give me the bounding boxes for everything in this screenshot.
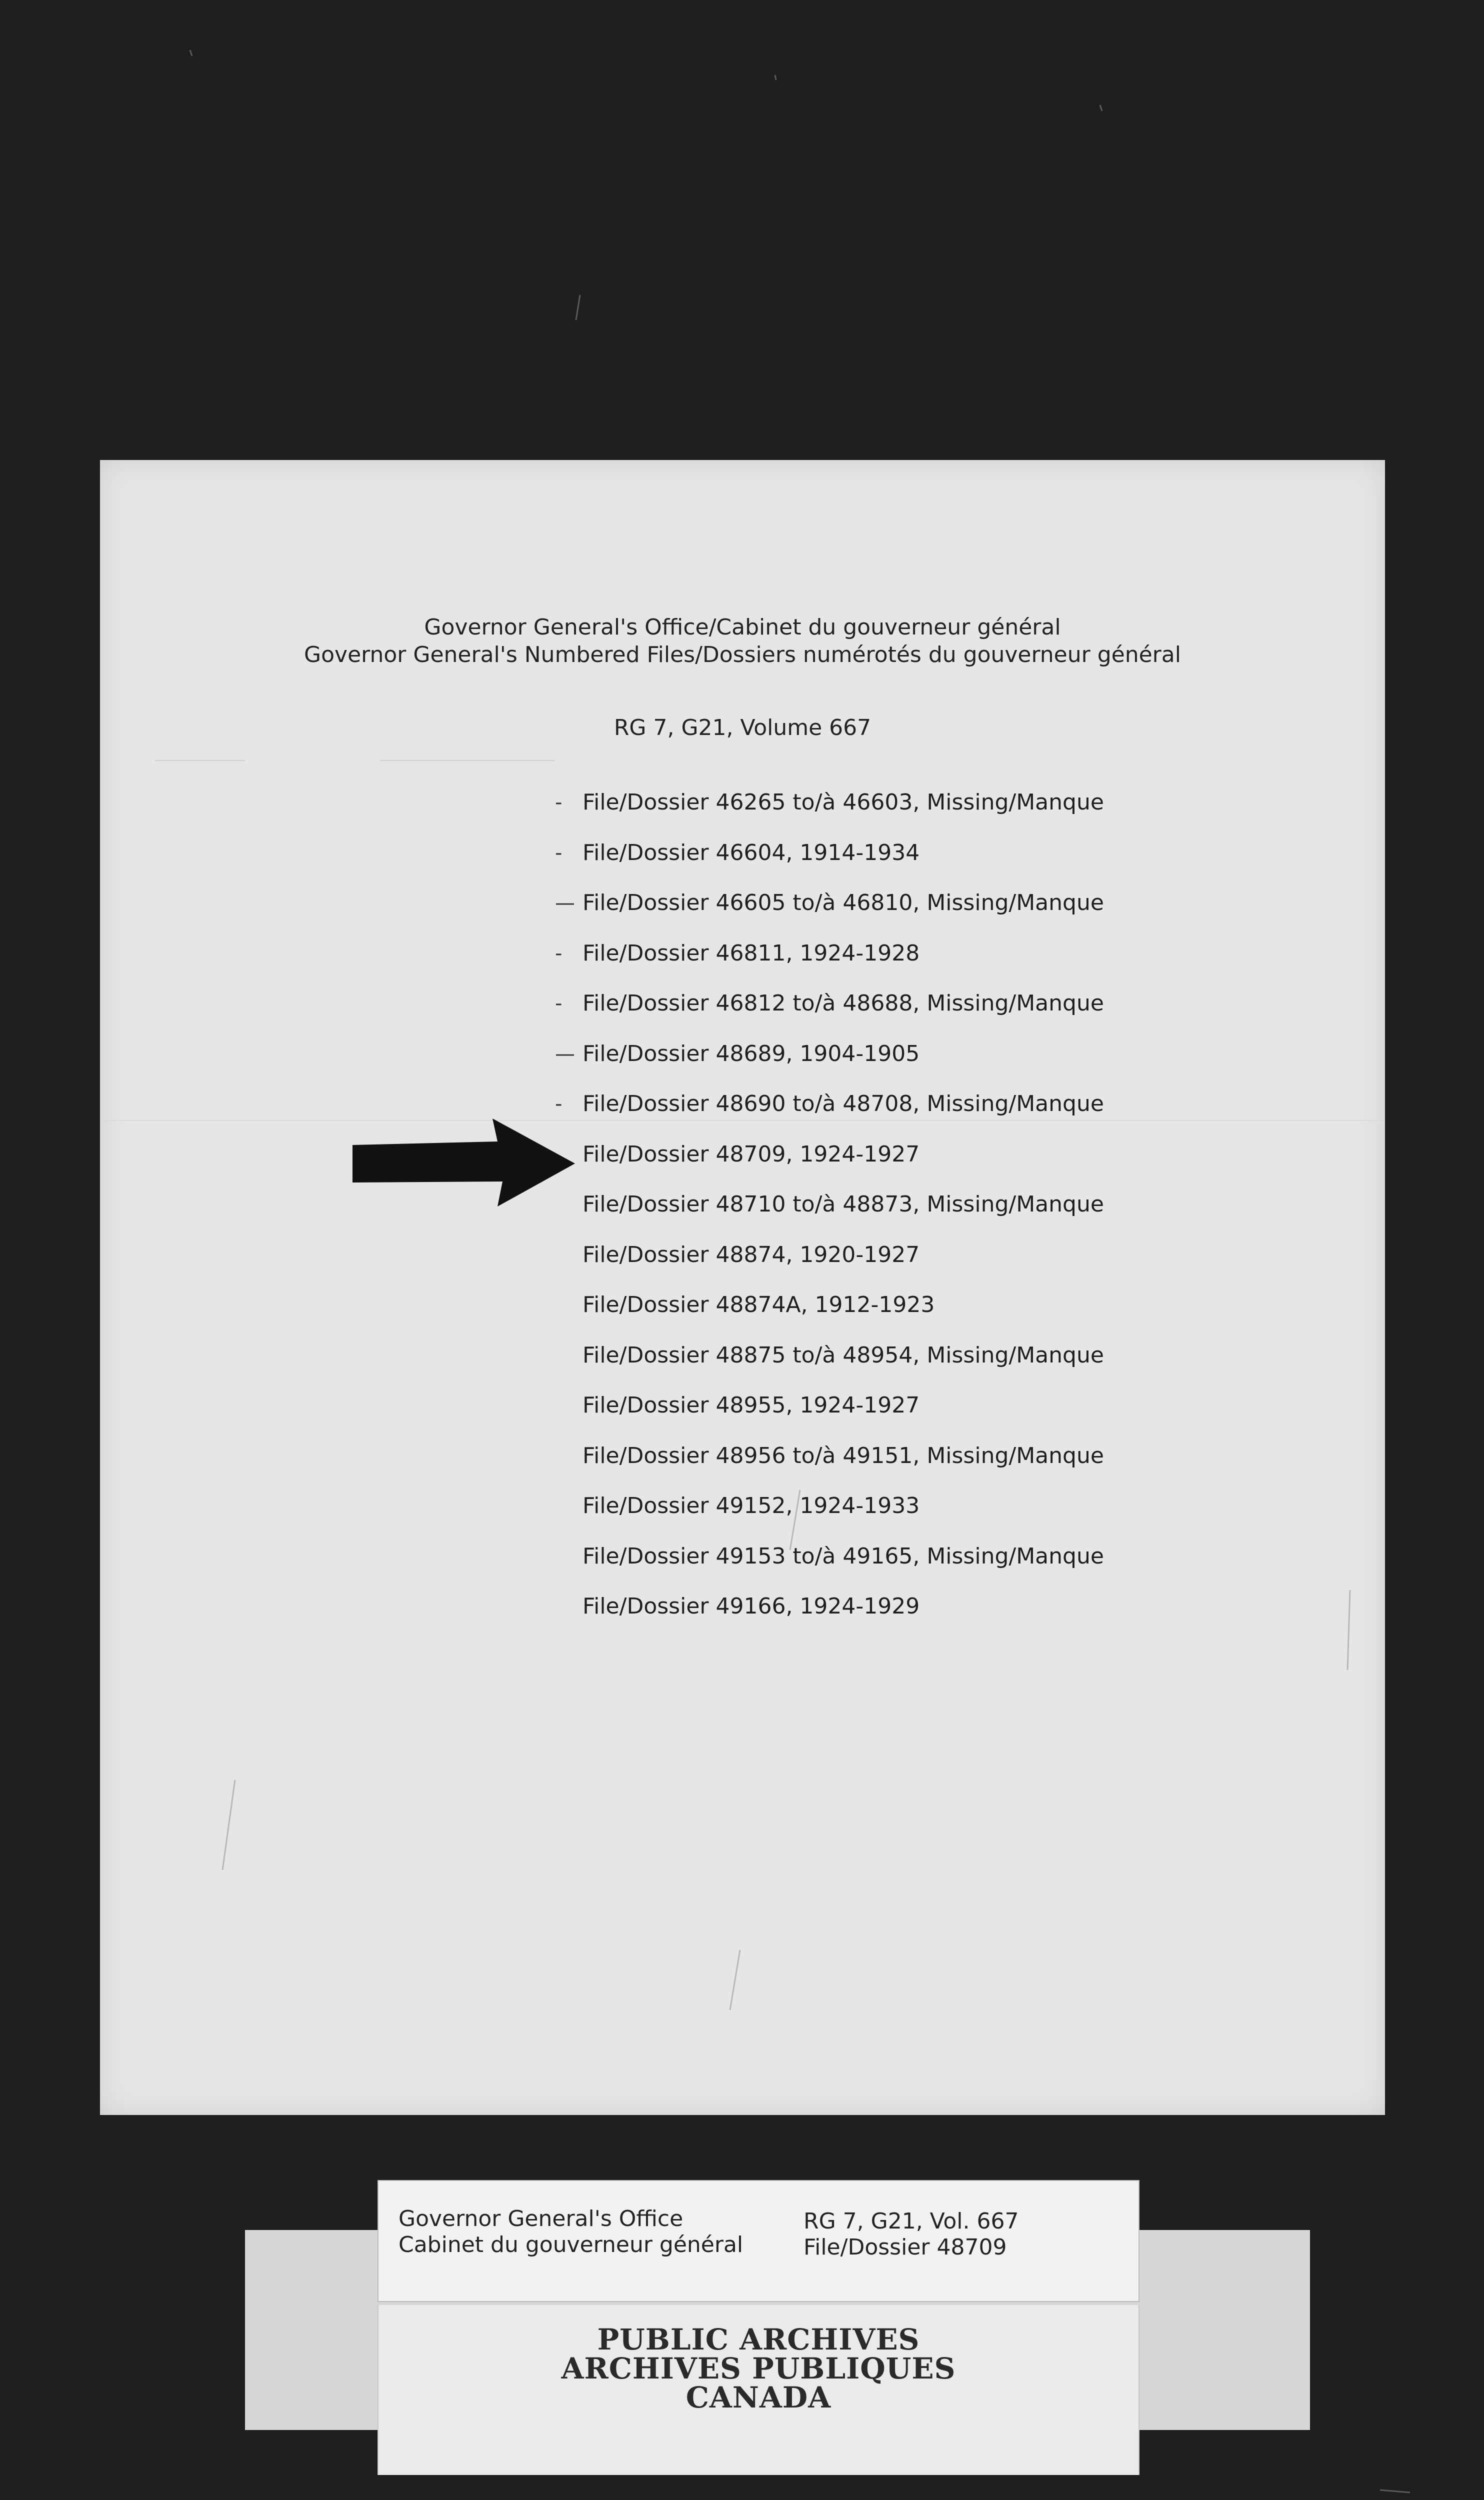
archival-label [378,2180,1140,2302]
series-title-text: Governor General's Numbered Files/Dossiers numérotés du gouverneur général [304,642,1181,668]
file-entry-text: File/Dossier 48956 to/à 49151, Missing/Manque [582,1442,1104,1468]
tick-mark-icon: — [555,892,575,914]
label-office-fr: Cabinet du gouverneur général [398,2232,744,2258]
tick-mark-icon: - [555,841,562,864]
label-office [398,2206,743,2258]
tick-mark-icon: - [555,992,562,1015]
file-entry-text: File/Dossier 46604, 1914-1934 [582,840,920,866]
file-entry-text: File/Dossier 48709, 1924-1927 [582,1141,920,1167]
label-volume: RG 7, G21, Vol. 667 [804,2208,1019,2234]
file-entry-text: File/Dossier 48874, 1920-1927 [582,1242,920,1268]
label-reference [804,2208,1018,2260]
label-office-en: Governor General's Office [398,2206,684,2232]
document-page [100,460,1385,2115]
file-entry-text: File/Dossier 46812 to/à 48688, Missing/Manque [582,990,1104,1016]
file-entry-text: File/Dossier 49153 to/à 49165, Missing/Manque [582,1543,1104,1569]
office-title-text: Governor General's Office/Cabinet du gouverneur général [424,614,1061,640]
volume-reference: RG 7, G21, Volume 667 [614,715,872,740]
file-entry-text: File/Dossier 46811, 1924-1928 [582,940,920,966]
stamp-line-1: PUBLIC ARCHIVES [597,2322,920,2356]
file-entry-text: File/Dossier 48689, 1904-1905 [582,1040,920,1066]
archives-stamp-text [378,2322,1138,2414]
stray-marks [100,460,1385,2115]
file-entry-text: File/Dossier 49166, 1924-1929 [582,1594,920,1619]
file-entry-text: File/Dossier 48955, 1924-1927 [582,1392,920,1418]
file-entry-text: File/Dossier 49152, 1924-1933 [582,1493,920,1518]
archives-stamp [378,2305,1140,2475]
file-entry-text: File/Dossier 46605 to/à 46810, Missing/Manque [582,890,1104,916]
stamp-line-2: ARCHIVES PUBLIQUES [561,2352,956,2386]
file-entry-text: File/Dossier 48710 to/à 48873, Missing/Manque [582,1192,1104,1217]
file-entry-text: File/Dossier 48690 to/à 48708, Missing/Manque [582,1091,1104,1116]
file-entry-text: File/Dossier 48875 to/à 48954, Missing/Manque [582,1342,1104,1368]
stamp-line-3: CANADA [686,2380,832,2414]
tick-mark-icon: — [555,1042,575,1066]
file-entry-text: File/Dossier 48874A, 1912-1923 [582,1292,935,1318]
tick-mark-icon: - [555,1092,562,1116]
label-file: File/Dossier 48709 [804,2234,1007,2260]
tick-mark-icon: - [555,791,562,814]
file-entry-text: File/Dossier 46265 to/à 46603, Missing/Manque [582,790,1104,815]
tick-mark-icon: - [555,942,562,965]
